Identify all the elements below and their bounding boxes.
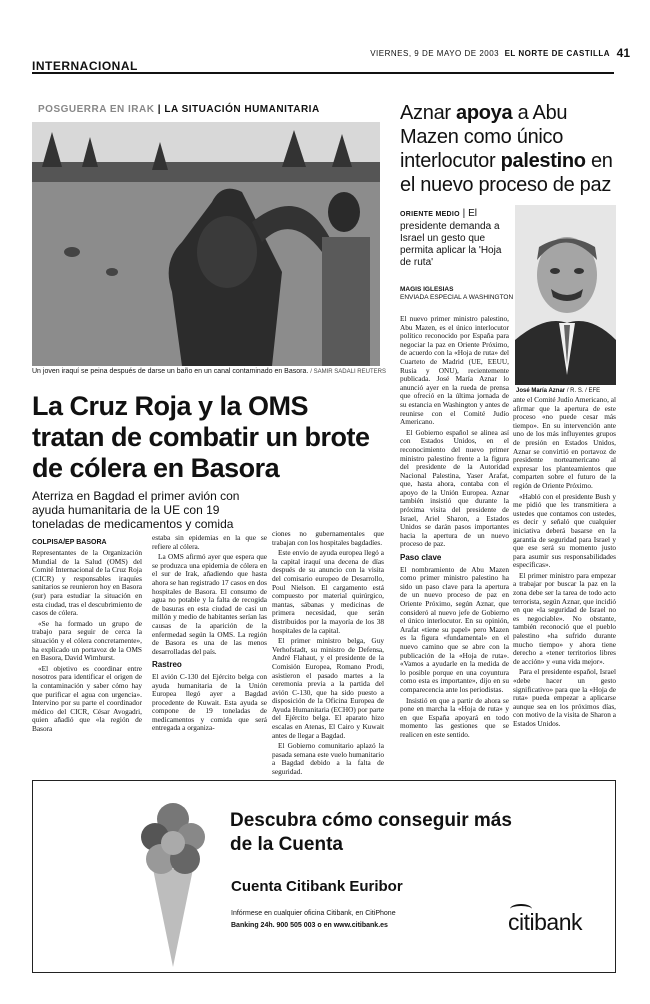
ice-cream-illustration bbox=[133, 789, 213, 969]
side-byline-name: MAGIS IGLESIAS bbox=[400, 286, 454, 293]
portrait-illustration bbox=[515, 205, 616, 385]
paragraph: Insistió en que a partir de ahora se pone en marcha la «Hoja de ruta» y en que España apoyará en todo momento las gestiones que se realicen en este sentido. bbox=[400, 695, 509, 739]
logo-text: citibank bbox=[508, 909, 582, 935]
citibank-ad[interactable] bbox=[32, 780, 616, 973]
side-subhead-text: El presidente demanda a Israel un gesto que permita aplicar la 'Hoja de ruta' bbox=[400, 208, 502, 268]
ad-info: Infórmese en cualquier oficina Citibank, en CitiPhone bbox=[231, 910, 396, 917]
ad-headline: Descubra cómo conseguir más de la Cuenta bbox=[230, 810, 512, 855]
kicker: POSGUERRA EN IRAK | LA SITUACIÓN HUMANITARIA bbox=[38, 104, 320, 115]
paragraph: estaba sin epidemias en la que se refiere al cólera. bbox=[152, 533, 267, 551]
logo-arc bbox=[510, 904, 532, 914]
paragraph: El avión C-130 del Ejército belga con ayuda humanitaria de la Unión Europea llegó ayer a Bagdad procedente de Kuwait. Esta ayuda se compone de 19 toneladas de medicamentos y comida que será entregada a organiza- bbox=[152, 671, 267, 733]
main-col-1 bbox=[32, 549, 142, 735]
kicker-part2: LA SITUACIÓN HUMANITARIA bbox=[164, 104, 320, 115]
side-headline-b: apoya bbox=[456, 102, 513, 124]
paragraph: La OMS afirmó ayer que espera que se produzca una epidemia de cólera en el sur de Irak, añadiendo que hasta ahora se han registrado 17 casos en dos hospitales de Basora. El consumo de agua no potable y la falta de recogida de basuras en esta ciudad de casi un millón y medio de habitantes serían las causas de la aparición de la enfermedad según la OMS. La región de Basora es una de las menos desarrolladas del país. bbox=[152, 552, 267, 656]
paragraph: El nuevo primer ministro palestino, Abu Mazen, es el único interlocutor político reconocido por España para negociar la paz en Oriente Próximo, de acuerdo con la «Hoja de ruta» del Cuarteto de Madrid (UE, EEUU, Rusia y ONU), recientemente publicada. José María Aznar lo anunció ayer en la rueda de prensa que ofreció en la última jornada de su estancia en Washington y antes de reunirse con el Comité Judío Americano. bbox=[400, 314, 509, 427]
side-headline-a: Aznar bbox=[400, 102, 457, 124]
paragraph: Para el presidente español, Israel «debe hacer un gesto significativo» para que la «Hoja de ruta» pueda empezar a aplicarse aunque sea en los próximos días, con motivo de la visita de Sharon a Estados Unidos. bbox=[513, 667, 616, 728]
side-headline bbox=[400, 101, 620, 197]
main-subhead: Aterriza en Bagdad el primer avión con ayuda humanitaria de la UE con 19 toneladas de medicamentos y comida bbox=[32, 489, 240, 531]
photo-caption bbox=[32, 368, 386, 375]
main-col-2 bbox=[152, 534, 267, 735]
side-headline-e: en el nuevo proceso de paz bbox=[400, 150, 613, 196]
section-rule bbox=[32, 72, 614, 74]
paragraph: «Habló con el presidente Bush y me pidió que les transmitiera a ustedes que contamos con ustedes, es decir y señaló que cualquier iniciativa deberá basarse en la garantía de seguridad para Israel y que ese será su momento justo para asumir sus responsabilidades específicas». bbox=[513, 491, 616, 570]
citibank-logo bbox=[508, 909, 582, 936]
subtitle-paso-clave: Paso clave bbox=[400, 553, 442, 563]
caption-text: Un joven iraquí se peina después de darse un baño en un canal contaminado en Basora. bbox=[32, 368, 309, 375]
paragraph: ciones no gubernamentales que trabajan con los hospitales bagdadíes. bbox=[272, 529, 384, 547]
portrait-credit: / R. S. / EFE bbox=[566, 388, 601, 394]
paragraph: El Gobierno español se alinea así con Estados Unidos, en el reconocimiento del nuevo primer ministro palestino frente a la figura del presidente de la Autoridad Nacional Palestina, Yaser Arafat, que, hasta ahora, contaba con el apoyo de la Unión Europea. Aznar también insistió que durante la próxima visita del presidente de Israel, Ariel Sharon, a Estados Unidos se darán pasos importantes hacia la apertura de un nuevo proceso de paz. bbox=[400, 427, 509, 549]
photo-illustration bbox=[32, 122, 380, 366]
news-photo bbox=[32, 122, 380, 366]
portrait-caption bbox=[516, 388, 600, 394]
side-col-2 bbox=[513, 396, 616, 731]
portrait-photo bbox=[515, 205, 616, 385]
page-number: 41 bbox=[616, 46, 630, 60]
side-headline-d: palestino bbox=[500, 150, 586, 172]
section-title: INTERNACIONAL bbox=[32, 59, 138, 73]
paragraph: El Gobierno comunitario aplazó la pasada semana este vuelo humanitario a Bagdad debido a la falta de seguridad. bbox=[272, 741, 384, 777]
side-tag: ORIENTE MEDIO bbox=[400, 211, 460, 218]
main-headline: La Cruz Roja y la OMS tratan de combatir un brote de cólera en Basora bbox=[32, 391, 370, 483]
side-col-1 bbox=[400, 315, 509, 742]
side-byline bbox=[400, 286, 513, 302]
kicker-part1: POSGUERRA EN IRAK bbox=[38, 104, 155, 115]
side-byline-role: ENVIADA ESPECIAL A WASHINGTON bbox=[400, 294, 514, 301]
paragraph: Este envío de ayuda europea llegó a la capital iraquí una decena de días después de su anuncio con la visita del comisario europeo de Desarrollo, Poul Nielson. El cargamento está compuesto por material quirúrgico, mantas, sábanas y medicinas de primera necesidad, que serán distribuidos por la mayoría de los 38 hospitales de la capital. bbox=[272, 548, 384, 635]
side-subhead: ORIENTE MEDIO | El presidente demanda a Israel un gesto que permita aplicar la 'Hoja de ruta' bbox=[400, 208, 502, 268]
paragraph: «Se ha formado un grupo de trabajo para seguir de cerca la situación y el cólera concretamente», ha explicado un portavoz de la OMS en Basora, David Wimhurst. bbox=[32, 618, 142, 663]
portrait-name: José María Aznar bbox=[516, 388, 566, 394]
main-col-3 bbox=[272, 530, 384, 779]
paragraph: ante el Comité Judío Americano, al afirmar que la apertura de este proceso «no puede cesar más tiempo». En su intervención ante uno de los más influyentes grupos de presión en Estados Unidos, Aznar se convirtió en portavoz de presidente norteamericano al expresar los planteamientos que comparten sobre el futuro de la región de Oriente Próximo. bbox=[513, 395, 616, 490]
paragraph: «El objetivo es coordinar entre nosotros para identificar el origen de la contaminación y saber cómo hay que purificar el agua con urgencia». Intervino por su parte el coordinador médico del CICR, César Avogadri, quien añadió que «la región de Basora bbox=[32, 663, 142, 733]
paragraph: El primer ministro para empezar a trabajar por buscar la paz en la zona debe ser la tarea de todo acto terrorista, según Aznar, que incidió en que «la seguridad de Israel no es negociable». No obstante, también reconoció que el pueblo palestino «ha sufrido durante mucho tiempo» y ahora tiene derecho a «tener territorios libres de acción» y «una vida mejor». bbox=[513, 570, 616, 666]
main-byline: COLPISA/EP BASORA bbox=[32, 539, 107, 546]
ad-phone: Banking 24h. 900 505 003 o en www.citibank.es bbox=[231, 922, 388, 929]
photo-credit: / SAMIR SADALI REUTERS bbox=[310, 369, 386, 375]
ad-product: Cuenta Citibank Euribor bbox=[231, 878, 403, 895]
paragraph: Representantes de la Organización Mundial de la Salud (OMS) del Comité Internacional de la Cruz Roja (CICR) y responsables iraquíes sanitarios se reunieron hoy en Basora (sur) para estudiar la situación en esta ciudad, tras el descubrimiento de casos de cólera. bbox=[32, 548, 142, 618]
paragraph: El nombramiento de Abu Mazen como primer ministro palestino ha sido un paso clave para la apertura de un nuevo proceso de paz en Oriente Próximo, según Aznar, que consideró al nuevo jefe de Gobierno el único interlocutor. En su opinión, Arafat «tiene su papel» pero Mazen es la figura «fundamental» en el nuevo camino que se abre con la publicación de la «Hoja de ruta». «Vamos a ayudarle en la medida de lo posible porque en una coyuntura como esta es importante», dijo en su comparecencia ante los periodistas. bbox=[400, 564, 509, 694]
paragraph: El primer ministro belga, Guy Verhofstadt, su ministro de Defensa, André Flahaut, y el presidente de la Comisión Europea, Romano Prodi, asistieron el pasado martes a la ceremonia previa a la partida del avión C-130, que ha sido puesto a disposición de la Oficina Europea de Ayuda Humanitaria (ECHO) por parte del Ejército belga. El aparato hizo escalas en Atenas, El Cairo y Kuwait antes de llegar a Bagdad. bbox=[272, 636, 384, 740]
side-headline-c: a Abu Mazen como único interlocutor bbox=[400, 102, 568, 172]
header-date-line: VIERNES, 9 DE MAYO DE 2003 EL NORTE DE CASTILLA bbox=[370, 49, 610, 58]
subtitle-rastreo: Rastreo bbox=[152, 660, 182, 670]
